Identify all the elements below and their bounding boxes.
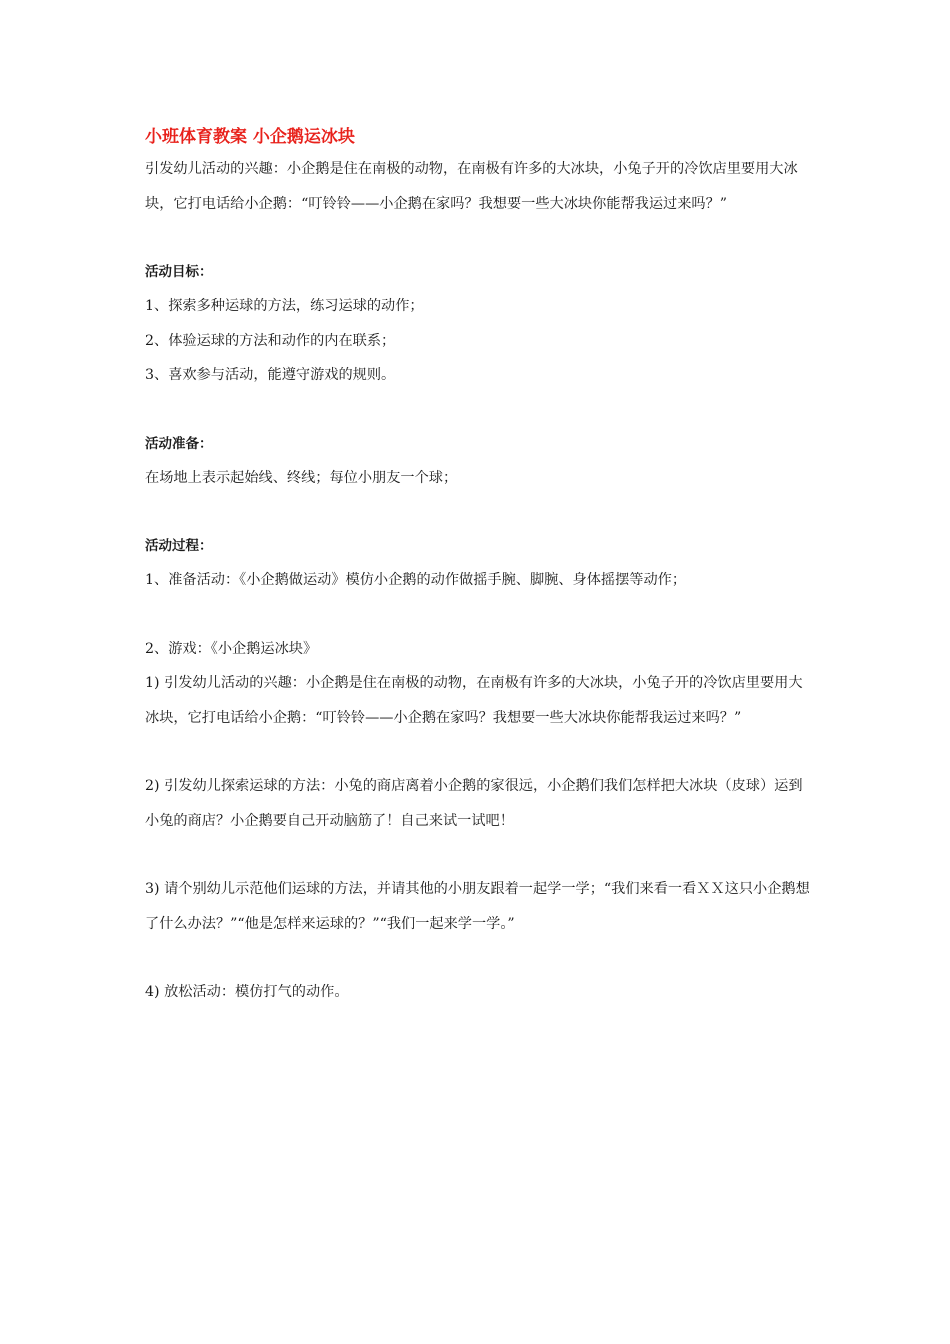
process-heading: 活动过程： [145, 538, 213, 554]
process-sub-4: 4) 放松活动：模仿打气的动作。 [145, 984, 349, 1000]
document-page [145, 124, 810, 1010]
goal-item: 1、探索多种运球的方法，练习运球的动作； [145, 298, 424, 314]
goal-item: 2、体验运球的方法和动作的内在联系； [145, 332, 396, 349]
process-sub-2: 2) 引发幼儿探索运球的方法：小兔的商店离着小企鹅的家很远，小企鹅们我们怎样把大冰块（皮球）运到小兔的商店？小企鹅要自己开动脑筋了！自己来试一试吧！ [145, 778, 803, 829]
spacer [145, 221, 810, 255]
preparation-heading: 活动准备： [145, 435, 213, 452]
goals-heading: 活动目标： [145, 264, 213, 280]
goal-item: 3、喜欢参与活动，能遵守游戏的规则。 [145, 367, 396, 383]
spacer [145, 393, 810, 427]
intro-paragraph: 引发幼儿活动的兴趣：小企鹅是住在南极的动物，在南极有许多的大冰块，小兔子开的冷饮店里要用大冰块，它打电话给小企鹅：“叮铃铃——小企鹅在家吗？我想要一些大冰块你能帮我运过来吗？” [145, 161, 798, 212]
process-step-1: 1、准备活动：《小企鹅做运动》模仿小企鹅的动作做摇手腕、脚腕、身体摇摆等动作； [145, 572, 687, 588]
process-sub-1: 1) 引发幼儿活动的兴趣：小企鹅是住在南极的动物，在南极有许多的大冰块，小兔子开的冷饮店里要用大冰块，它打电话给小企鹅：“叮铃铃——小企鹅在家吗？我想要一些大冰块你能帮我运过来吗？” [145, 675, 803, 726]
preparation-text: 在场地上表示起始线、终线；每位小朋友一个球； [145, 469, 458, 486]
process-sub-3: 3) 请个别幼儿示范他们运球的方法，并请其他的小朋友跟着一起学一学；“我们来看一看ＸＸ这只小企鹅想了什么办法？”“他是怎样来运球的？”“我们一起来学一学。” [145, 881, 810, 932]
process-step-2: 2、游戏：《小企鹅运冰块》 [145, 640, 318, 657]
document-title: 小班体育教案 小企鹅运冰块 [145, 127, 355, 147]
spacer [145, 735, 810, 769]
spacer [145, 598, 810, 632]
spacer [145, 941, 810, 975]
spacer [145, 838, 810, 872]
spacer [145, 495, 810, 529]
